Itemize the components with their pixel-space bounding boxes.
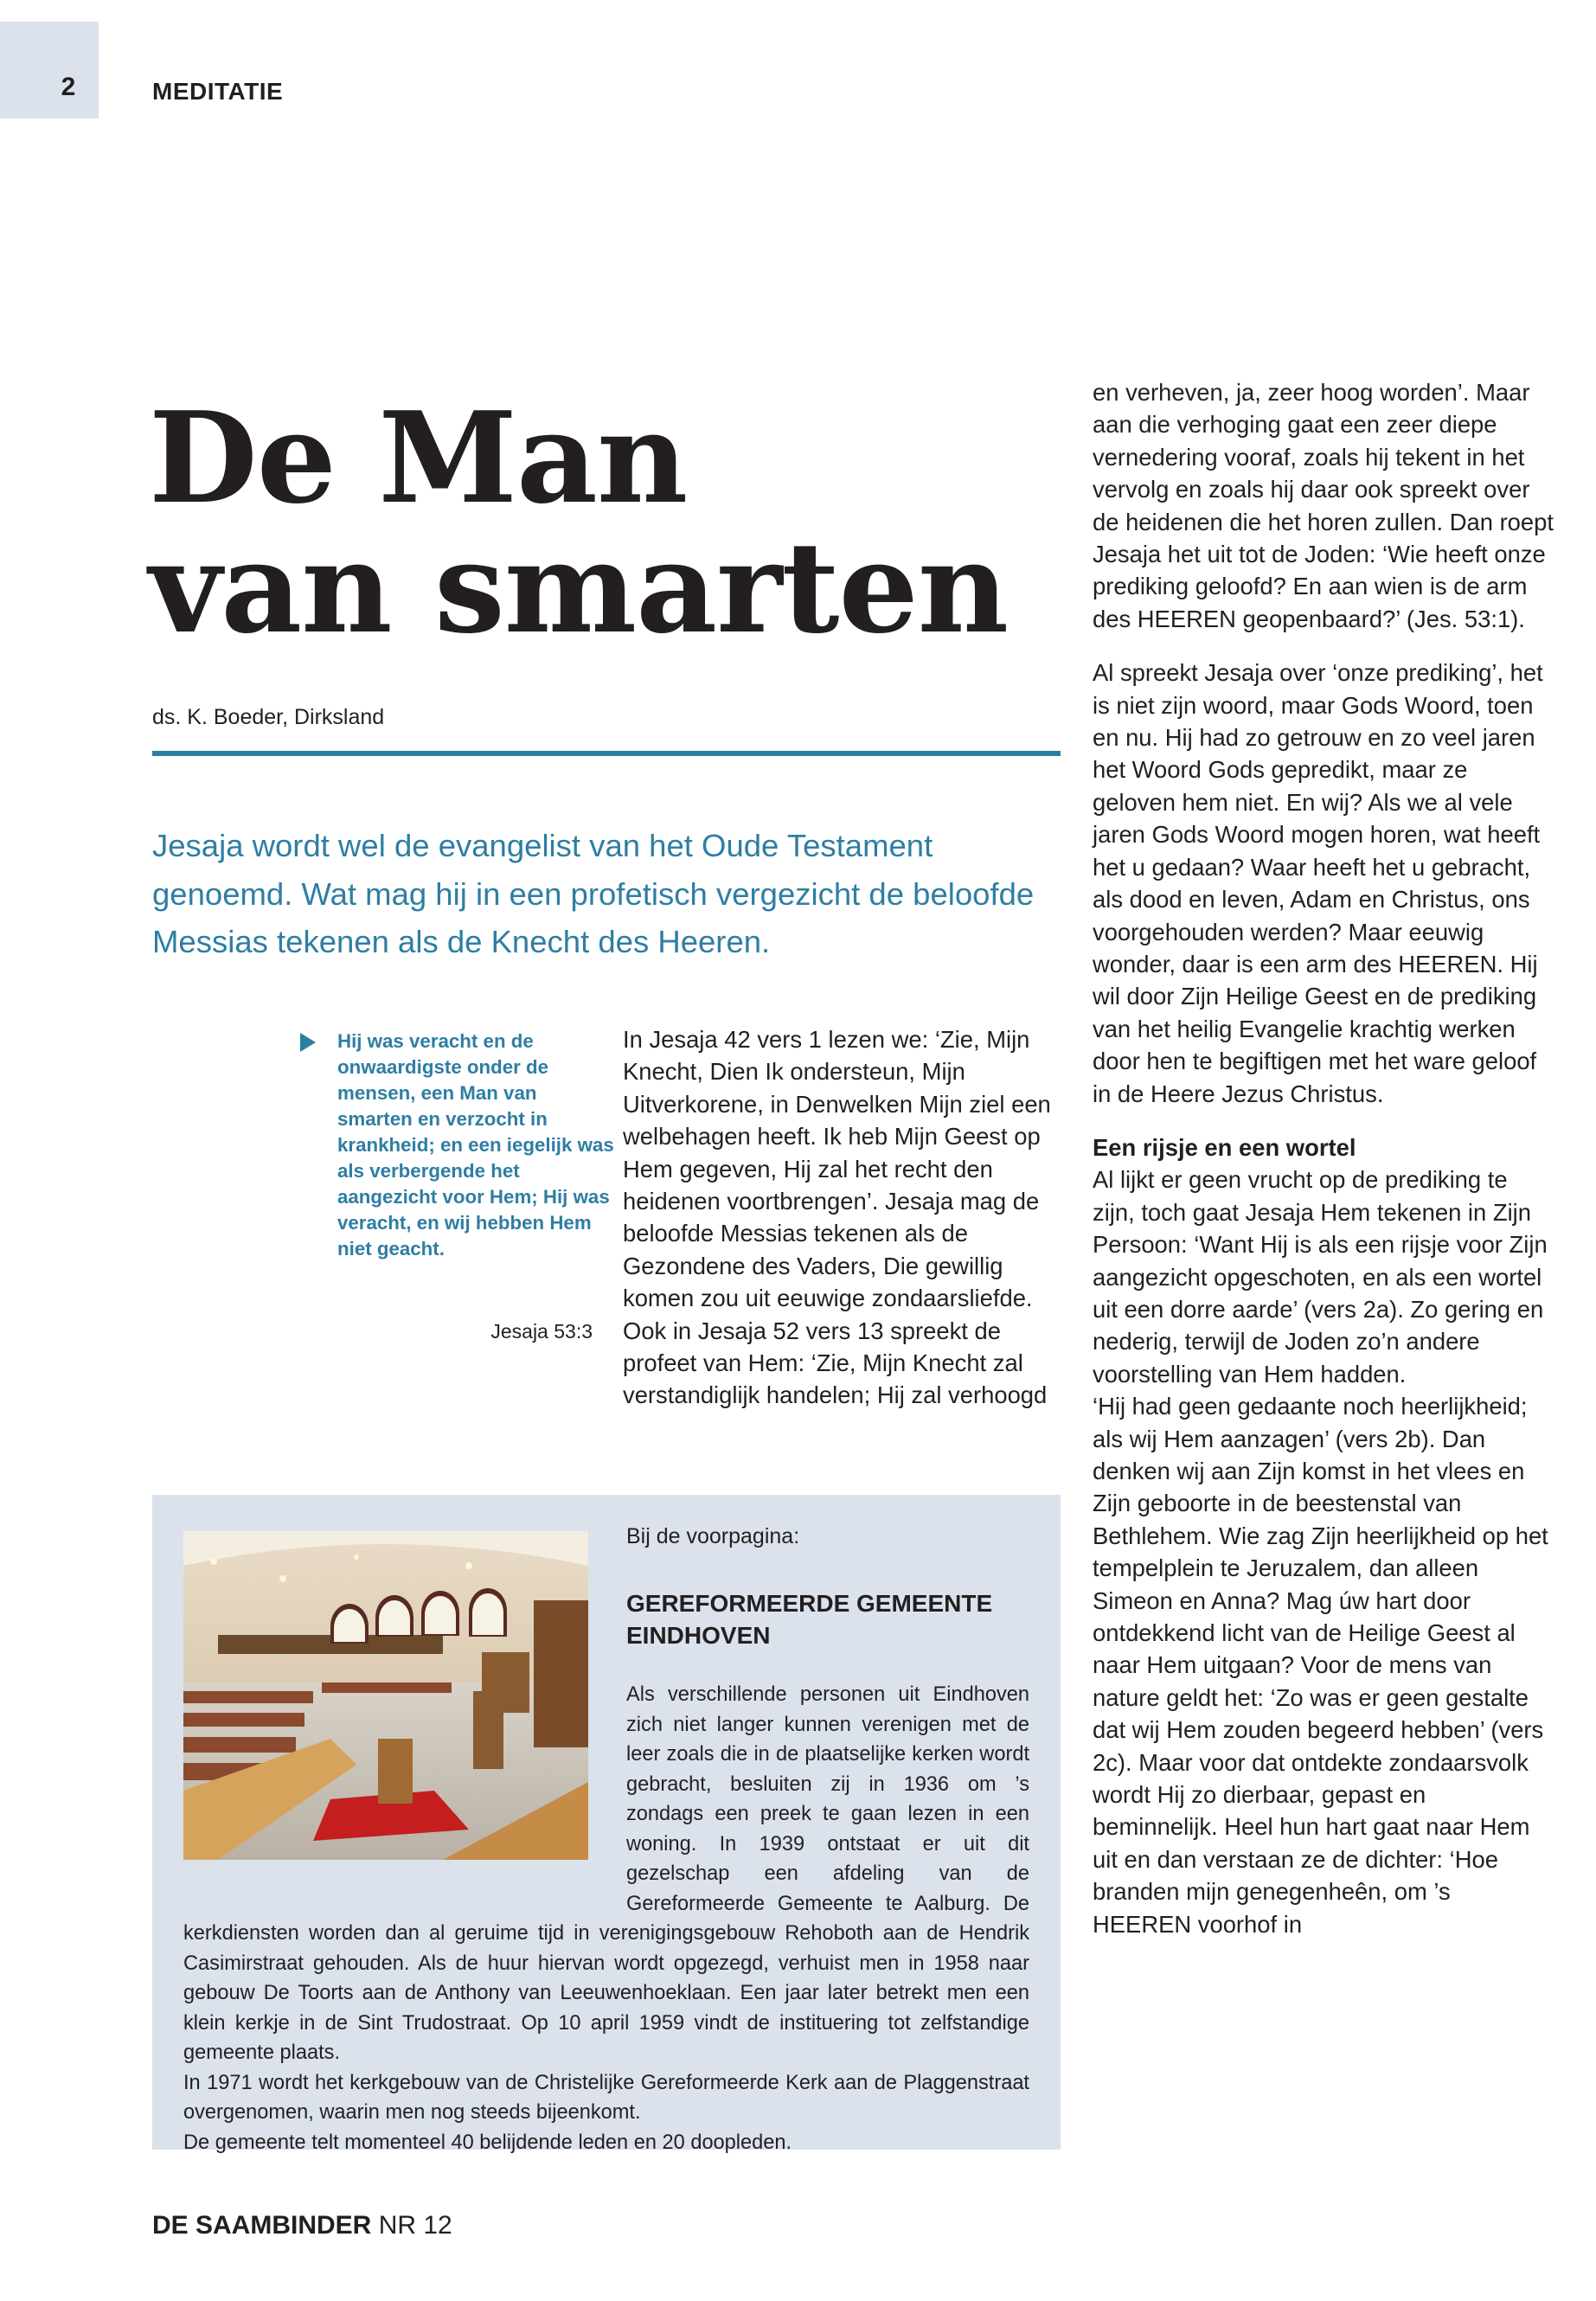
issue-number: NR 12	[378, 2211, 452, 2240]
body-paragraph: en verheven, ja, zeer hoog worden’. Maar aan die verhoging gaat een zeer diepe vernedering vooraf, zoals hij tekent in het vervolg en zoals hij daar ook spreekt over de heidenen die het horen zullen. Dan roept Jesaja het uit tot de Joden: ‘Wie heeft onze prediking geloofd? En aan wien is de arm des HEEREN geopenbaard?’ (Jes. 53:1).	[1093, 379, 1554, 632]
pull-quote-text: Hij was veracht en de onwaardigste onder de mensen, een Man van smarten en verzocht in krankheid; en een iegelijk was als verbergende het aangezicht voor Hem; Hij was veracht, en wij hebben Hem niet geacht.	[337, 1030, 614, 1259]
magazine-name: DE SAAMBINDER	[152, 2211, 372, 2240]
cover-box-intro: Bij de voorpagina:	[626, 1524, 800, 1548]
lead-paragraph: Jesaja wordt wel de evangelist van het Oude Testament genoemd. Wat mag hij in een profetisch vergezicht de beloofde Messias tekenen als de Knecht des Heeren.	[152, 828, 1035, 959]
cover-box-paragraph: De gemeente telt momenteel 40 belijdende leden en 20 doopleden.	[183, 2131, 792, 2154]
cover-box-title: GEREFORMEERDE GEMEENTE EINDHOVEN	[626, 1590, 993, 1649]
body-paragraph: Al lijkt er geen vrucht op de prediking te zijn, toch gaat Jesaja Hem tekenen in Zijn Persoon: ‘Want Hij is als een rijsje voor Zijn aangezicht opgeschoten, en als een wortel uit een dorre aarde’ (vers 2a). Zo gering en nederig, terwijl de Joden zo’n andere voorstelling van Hem hadden.	[1093, 1166, 1548, 1388]
body-column-middle	[623, 1023, 1064, 1412]
pull-quote-reference: Jesaja 53:3	[490, 1320, 593, 1343]
page-number-tab	[0, 22, 99, 119]
body-column-right	[1093, 376, 1555, 1940]
cover-box-paragraph: In 1971 wordt het kerkgebouw van de Christelijke Gereformeerde Kerk aan de Plaggenstraat overgenomen, waarin men nog steeds bijeenkomt.	[183, 2071, 1029, 2124]
body-paragraph: ‘Hij had geen gedaante noch heerlijkheid; als wij Hem aanzagen’ (vers 2b). Dan denken wij aan Zijn komst in het vlees en Zijn geboorte in de beestenstal van Bethlehem. Wie zag Zijn heerlijkheid op het tempelplein te Jeruzalem, dan alleen Simeon en Anna? Mag úw hart door ontdekkend licht van de Heilige Geest al naar Hem uitgaan? Voor de mens van nature geldt het: ‘Zo was er geen gestalte dat wij Hem zouden begeerd hebben’ (vers 2c). Maar voor dat ontdekte zondaarsvolk wordt Hij zo dierbaar, gepast en beminnelijk. Heel hun hart gaat naar Hem uit en dan verstaan ze de dichter: ‘Hoe branden mijn genegenheên, om ’s HEEREN voorhof in	[1093, 1393, 1548, 1938]
subheading: Een rijsje en een wortel	[1093, 1133, 1356, 1161]
triangle-bullet-icon	[300, 1033, 316, 1052]
body-paragraph: Al spreekt Jesaja over ‘onze prediking’, het is niet zijn woord, maar Gods Woord, toen en nu. Hij had zo getrouw en zo veel jaren het Woord Gods gepredikt, maar ze geloven hem niet. En wij? Als we al vele jaren Gods Woord mogen horen, wat heeft het u gedaan? Waar heeft het u gebracht, als dood en leven, Adam en Christus, ons voorgehouden werden? Maar eeuwig wonder, daar is een arm des HEEREN. Hij wil door Zijn Heilige Geest en de prediking van het heilig Evangelie krachtig werken door hen te begiftigen met het ware geloof in de Heere Jezus Christus.	[1093, 659, 1543, 1107]
body-paragraph: In Jesaja 42 vers 1 lezen we: ‘Zie, Mijn Knecht, Dien Ik ondersteun, Mijn Uitverkorene, in Denwelken Mijn ziel een welbehagen heeft. Ik heb Mijn Geest op Hem gegeven, Hij zal het recht den heidenen voortbrengen’. Jesaja mag de beloofde Messias tekenen als de Gezondene des Vaders, Die gewillig komen zou uit eeuwige zondaarsliefde. Ook in Jesaja 52 vers 13 spreekt de profeet van Hem: ‘Zie, Mijn Knecht zal verstandiglijk handelen; Hij zal verhoogd	[623, 1026, 1051, 1409]
cover-box-text	[183, 1680, 1029, 2157]
cover-box-paragraph: Als verschillende personen uit Eindhoven zich niet langer kunnen verenigen met de leer zoals die in de plaatselijke kerken wordt gebracht, besluiten zij in 1936 om ’s zondags een preek te gaan lezen in een woning. In 1939 ontstaat er uit dit gezelschap een afdeling van de Gereformeerde Gemeente te Aalburg. De kerkdiensten worden dan al geruime tijd in verenigingsgebouw Rehoboth aan de Hendrik Casimirstraat gehouden. Als de huur hiervan wordt opgezegd, verhuist men in 1958 naar gebouw De Toorts aan de Anthony van Leeuwenhoeklaan. Een jaar later betrekt men een klein kerkje in de Sint Trudostraat. Op 10 april 1959 vindt de instituering tot zelfstandige gemeente plaats.	[183, 1683, 1029, 2064]
divider-rule	[152, 751, 1061, 756]
article-title-line-2: van smarten	[149, 515, 1009, 662]
section-label: MEDITATIE	[152, 78, 284, 105]
photo-spacer	[183, 1680, 626, 1900]
byline: ds. K. Boeder, Dirksland	[152, 705, 385, 729]
article-title	[149, 385, 1066, 662]
article-title-line-1: De Man	[149, 385, 688, 532]
footer-magazine	[152, 2211, 452, 2240]
page-number: 2	[61, 73, 76, 101]
